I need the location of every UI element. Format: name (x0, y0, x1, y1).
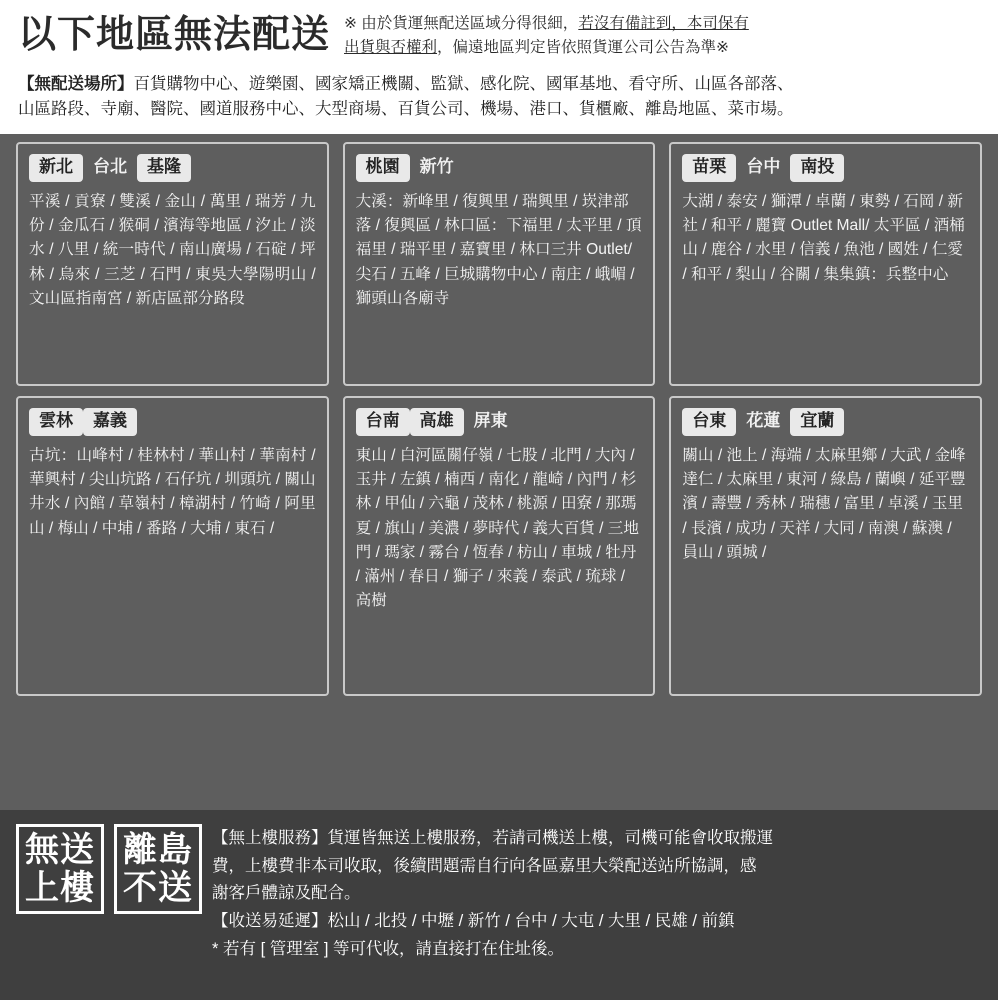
region-tabs (29, 154, 316, 181)
region-card-taoyuan-hsinchu (343, 142, 656, 386)
region-body: 平溪 / 貢寮 / 雙溪 / 金山 / 萬里 / 瑞芳 / 九份 / 金瓜石 / 猴硐 / 濱海等地區 / 汐止 / 淡水 / 八里 / 統一時代 / 南山廣場 / 石碇 / 坪林 / 烏來 / 三芝 / 石門 / 東吳大學陽明山 / 文山區指南宮 / 新店區部分路段 (29, 192, 316, 307)
region-tabs (356, 408, 643, 435)
stamp-no-island-line1: 離島 (123, 831, 193, 869)
stamp-no-island-line2: 不送 (123, 869, 193, 908)
page-title: 以下地區無法配送 (18, 14, 331, 57)
region-tabs (29, 408, 316, 435)
region-body: 關山 / 池上 / 海端 / 太麻里鄉 / 大武 / 金峰達仁 / 太麻里 / 東河 / 綠島 / 蘭嶼 / 延平豐濱 / 壽豐 / 秀林 / 瑞穗 / 富里 / 卓溪 / 玉里 / 長濱 / 成功 / 天祥 / 大同 / 南澳 / 蘇澳 / 員山 / 頭城 / (682, 446, 966, 561)
region-tabs (682, 408, 969, 435)
header-note-line1-prefix: ※ 由於貨運無配送區域分得很細， (344, 15, 579, 32)
notice-line1: 百貨購物中心、遊樂園、國家矯正機關、監獄、感化院、國軍基地、看守所、山區各部落、 (133, 75, 794, 94)
stamp-no-upstairs-delivery (16, 824, 104, 914)
region-tabs (682, 154, 969, 181)
region-tab-0[interactable]: 雲林 (29, 408, 83, 435)
footer-line-3: 謝客戶體諒及配合。 (212, 884, 361, 903)
region-card-tainan-kaohsiung-pingtung (343, 396, 656, 696)
region-tab-1[interactable]: 高雄 (410, 408, 464, 435)
region-tab-2[interactable]: 南投 (790, 154, 844, 181)
header-note-line2-suffix: ，偏遠地區判定皆依照貨運公司公告為準※ (437, 39, 730, 57)
poster-header (0, 0, 998, 70)
region-tab-1[interactable]: 台中 (746, 157, 781, 177)
footer-notes (212, 824, 982, 965)
region-tab-2[interactable]: 宜蘭 (790, 408, 844, 435)
header-note-line2-underline: 出貨與否權利 (344, 39, 438, 57)
region-body: 大湖 / 泰安 / 獅潭 / 卓蘭 / 東勢 / 石岡 / 新社 / 和平 / 麗寶 Outlet Mall/ 太平區 / 酒桶山 / 鹿谷 / 水里 / 信義 / 魚池 / 國姓 / 仁愛 / 和平 / 梨山 / 谷關 / 集集鎮：兵整中心 (682, 192, 965, 283)
region-tab-0[interactable]: 桃園 (356, 154, 410, 181)
region-card-taitung-hualien-yilan (669, 396, 982, 696)
region-tab-1[interactable]: 新竹 (419, 157, 454, 177)
region-body: 東山 / 白河區關仔嶺 / 七股 / 北門 / 大內 / 玉井 / 左鎮 / 楠西 / 南化 / 龍崎 / 內門 / 杉林 / 甲仙 / 六龜 / 茂林 / 桃源 / 田寮 / 那瑪夏 / 旗山 / 美濃 / 夢時代 / 義大百貨 / 三地門 / 瑪家 / 霧台 / 恆春 / 枋山 / 車城 / 牡丹 / 滿州 / 春日 / 獅子 / 來義 / 泰武 / 琉球 / 高樹 (355, 446, 639, 610)
region-tab-1[interactable]: 花蓮 (746, 411, 781, 431)
region-card-grid (0, 134, 998, 708)
footer-line-4: 【收送易延遲】松山 / 北投 / 中壢 / 新竹 / 台中 / 大屯 / 大里 / 民雄 / 前鎮 (212, 912, 735, 931)
region-card-miaoli-taichung-nantou (669, 142, 982, 386)
stamp-no-upstairs-line2: 上樓 (25, 869, 95, 908)
footer-line-5: * 若有 [ 管理室 ] 等可代收，請直接打在住址後。 (212, 939, 565, 958)
notice-label: 【無配送場所】 (18, 75, 134, 94)
region-tab-1[interactable]: 嘉義 (83, 408, 137, 435)
region-card-yunlin-chiayi (16, 396, 329, 696)
footer-line-2: 費，上樓費非本司收取，後續問題需自行向各區嘉里大榮配送站所協調，感 (212, 856, 757, 875)
stamp-no-island-delivery (114, 824, 202, 914)
region-tab-0[interactable]: 新北 (29, 154, 83, 181)
header-note (344, 12, 980, 60)
header-note-line1-underline: 若沒有備註到，本司保有 (578, 15, 749, 32)
poster-footer (0, 810, 998, 1000)
region-tab-1[interactable]: 台北 (93, 157, 127, 177)
region-tabs (356, 154, 643, 181)
region-tab-2[interactable]: 基隆 (137, 154, 191, 181)
region-tab-2[interactable]: 屏東 (473, 411, 508, 431)
region-tab-0[interactable]: 台南 (356, 408, 410, 435)
region-tab-0[interactable]: 苗栗 (682, 154, 736, 181)
region-tab-0[interactable]: 台東 (682, 408, 736, 435)
stamp-no-upstairs-line1: 無送 (25, 831, 95, 869)
region-body: 古坑：山峰村 / 桂林村 / 華山村 / 華南村 / 華興村 / 尖山坑路 / 石仔坑 / 圳頭坑 / 關山井水 / 內館 / 草嶺村 / 樟湖村 / 竹崎 / 阿里山 / 梅山 / 中埔 / 番路 / 大埔 / 東石 / (29, 446, 316, 537)
footer-line-1: 【無上樓服務】貨運皆無送上樓服務，若請司機送上樓，司機可能會收取搬運 (212, 829, 773, 847)
region-body: 大溪：新峰里 / 復興里 / 瑞興里 / 崁津部落 / 復興區 / 林口區：下福里 / 太平里 / 頂福里 / 瑞平里 / 嘉寶里 / 林口三井 Outlet/ 尖石 / 五峰 / 巨城購物中心 / 南庄 / 峨嵋 / 獅頭山各廟寺 (355, 192, 642, 307)
no-delivery-locations-notice (0, 70, 998, 134)
region-card-north-taiwan (16, 142, 329, 386)
notice-line2: 山區路段、寺廟、醫院、國道服務中心、大型商場、百貨公司、機場、港口、貨櫃廠、離島地區、菜市場。 (18, 100, 794, 119)
